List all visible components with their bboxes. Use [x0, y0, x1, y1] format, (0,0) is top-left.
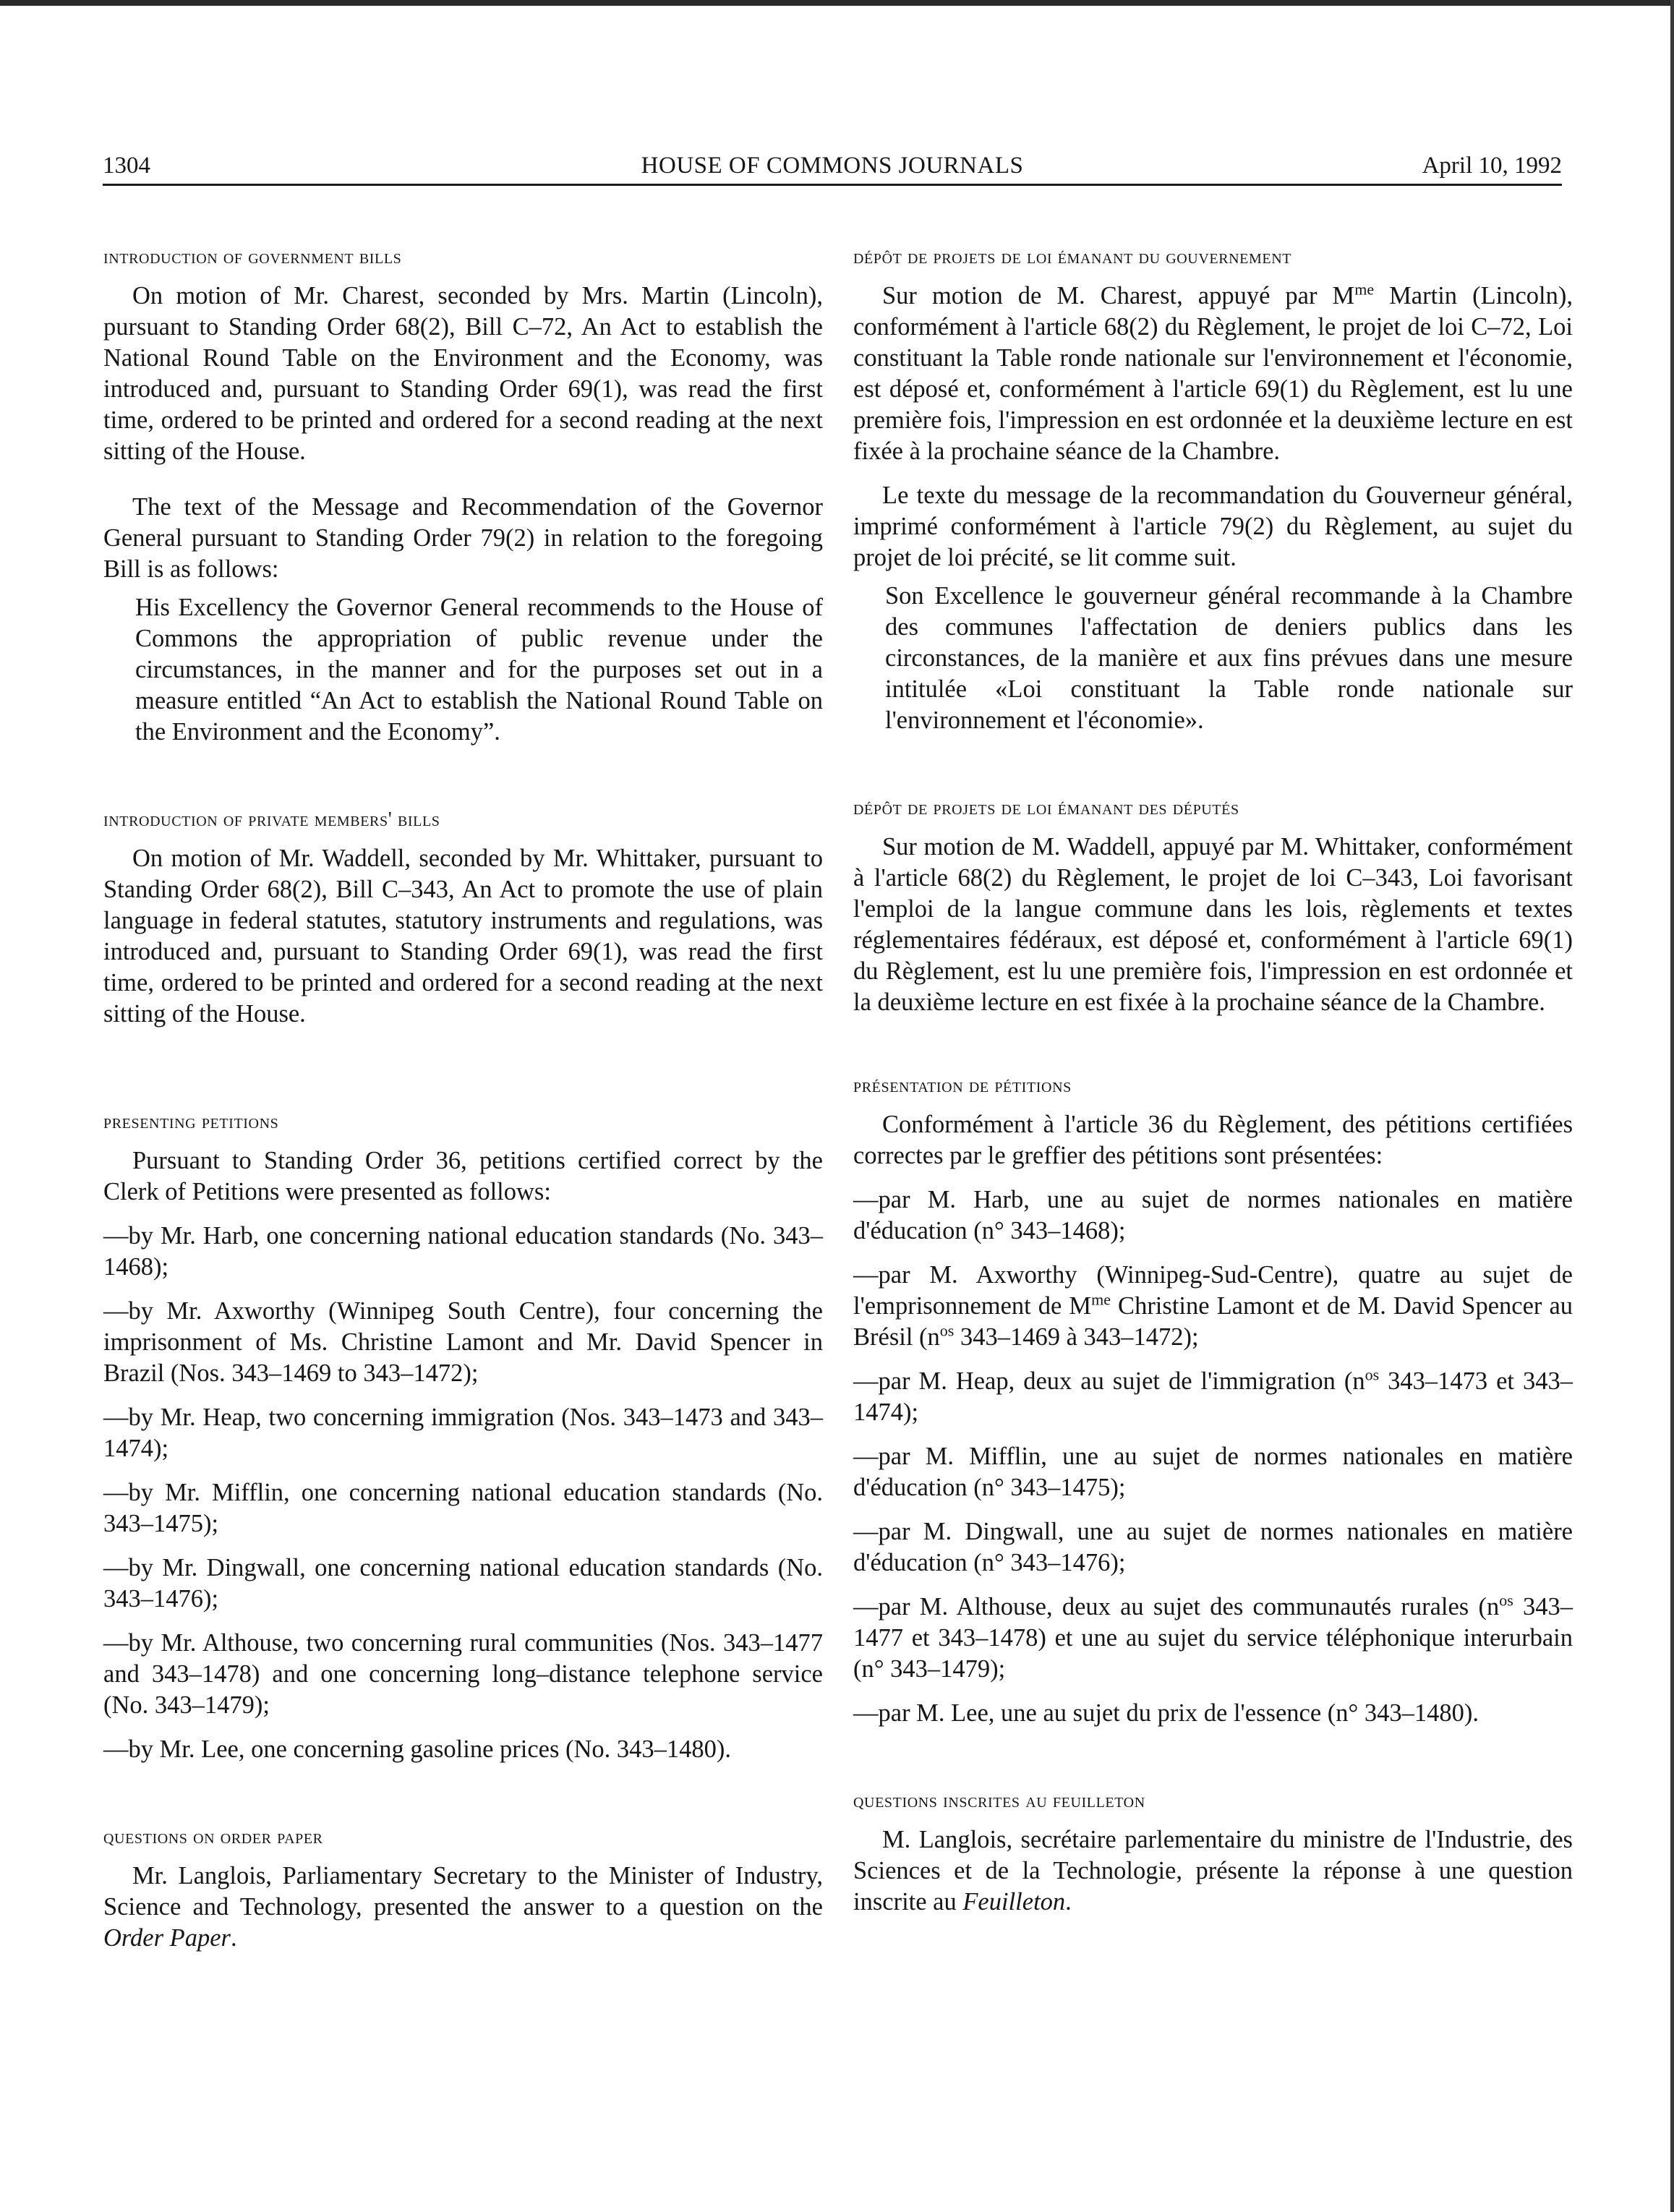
fr-recommendation-quote: Son Excellence le gouverneur général recommande à la Chambre des communes l'affectation de deniers publics dans les circonstances, de la manière et aux fins prévues dans une mesure intitulée «Loi constituant la Table ronde nationale sur l'environnement et l'économie».: [885, 582, 1573, 734]
fr-petition-item: —par M. Lee, une au sujet du prix de l'essence (n° 343–1480).: [853, 1699, 1479, 1727]
en-petition-item: —by Mr. Axworthy (Winnipeg South Centre), four concerning the imprisonment of Ms. Christine Lamont and Mr. David Spencer in Brazil (Nos. 343–1469 to 343–1472);: [103, 1297, 823, 1387]
fr-petition-item: —par M. Mifflin, une au sujet de normes nationales en matière d'éducation (n° 343–1475);: [853, 1443, 1573, 1501]
en-petition-item: —by Mr. Dingwall, one concerning national education standards (No. 343–1476);: [103, 1554, 823, 1613]
fr-petition-item: —par M. Althouse, deux au sujet des communautés rurales ($n^{os}$ 343–1477 et 343–1478) et une au sujet du service téléphonique interurbain (n° 343–1479);: [853, 1591, 1573, 1683]
fr-private-bills-motion: Sur motion de M. Waddell, appuyé par M. Whittaker, conformément à l'article 68(2) du Règlement, le projet de loi C–343, Loi favorisant l'emploi de la langue commune dans les lois, règlements et textes réglementaires fédéraux, est déposé et, conformément à l'article 69(1) du Règlement, est lu une première fois, l'impression en est ordonnée et la deuxième lecture en est fixée à la prochaine séance de la Chambre.: [853, 833, 1573, 1016]
en-petitions-intro: Pursuant to Standing Order 36, petitions certified correct by the Clerk of Petitions were presented as follows:: [103, 1147, 823, 1205]
fr-feuilleton-italic: Feuilleton: [962, 1888, 1066, 1916]
en-petition-item: —by Mr. Lee, one concerning gasoline prices (No. 343–1480).: [103, 1735, 732, 1763]
fr-gov-bills-section: [853, 246, 1573, 736]
fr-private-bills-section: [853, 797, 1573, 1018]
fr-petition-item: —par M. Heap, deux au sujet de l'immigration ($n^{os}$ 343–1473 et 343–1474);: [853, 1365, 1573, 1426]
en-petitions-section: [103, 1111, 823, 1765]
fr-petitions-heading: présentation de pétitions: [853, 1075, 1072, 1097]
en-message-intro: The text of the Message and Recommendation of the Governor General pursuant to Standing Order 79(2) in relation to the foregoing Bill is as follows:: [103, 493, 823, 583]
journal-title: HOUSE OF COMMONS JOURNALS: [641, 153, 1024, 179]
en-petitions-heading: presenting petitions: [103, 1111, 279, 1133]
en-gov-bills-heading: introduction of government bills: [103, 246, 402, 268]
en-petition-item: —by Mr. Althouse, two concerning rural communities (Nos. 343–1477 and 343–1478) and one concerning long–distance telephone service (No. 343–1479);: [103, 1629, 823, 1719]
fr-questions-section: [853, 1790, 1573, 1918]
header-date: April 10, 1992: [1422, 153, 1562, 179]
fr-petition-item: —par M. Harb, une au sujet de normes nationales en matière d'éducation (n° 343–1468);: [853, 1186, 1573, 1244]
english-column: [103, 246, 823, 1954]
french-column: [853, 246, 1573, 1918]
fr-private-bills-heading: dépôt de projets de loi émanant des députés: [853, 797, 1239, 819]
en-questions-heading: questions on order paper: [103, 1826, 323, 1848]
fr-petition-item: —par M. Dingwall, une au sujet de normes nationales en matière d'éducation (n° 343–1476);: [853, 1518, 1573, 1576]
en-private-bills-motion: On motion of Mr. Waddell, seconded by Mr. Whittaker, pursuant to Standing Order 68(2), Bill C–343, An Act to promote the use of plain language in federal statutes, statutory instruments and regulations, was introduced and, pursuant to Standing Order 69(1), was read the first time, ordered to be printed and ordered for a second reading at the next sitting of the House.: [103, 845, 823, 1028]
en-questions-section: [103, 1826, 823, 1954]
fr-questions-heading: questions inscrites au feuilleton: [853, 1790, 1145, 1812]
fr-petitions-section: [853, 1075, 1573, 1729]
en-gov-bills-motion: On motion of Mr. Charest, seconded by Mrs. Martin (Lincoln), pursuant to Standing Order 68(2), Bill C–72, An Act to establish the National Round Table on the Environment and the Economy, was introduced and, pursuant to Standing Order 69(1), was read the first time, ordered to be printed and ordered for a second reading at the next sitting of the House.: [103, 282, 823, 465]
fr-message-intro: Le texte du message de la recommandation du Gouverneur général, imprimé conformément à l'article 79(2) du Règlement, au sujet du projet de loi précité, se lit comme suit.: [853, 482, 1573, 571]
en-petition-item: —by Mr. Harb, one concerning national education standards (No. 343–1468);: [103, 1222, 823, 1281]
en-recommendation-quote: His Excellency the Governor General recommends to the House of Commons the appropriation of public revenue under the circumstances, in the manner and for the purposes set out in a measure entitled “An Act to establish the National Round Table on the Environment and the Economy”.: [135, 594, 823, 746]
en-order-paper-italic: Order Paper: [103, 1924, 231, 1952]
running-header: [103, 146, 1562, 186]
scan-edge-right: [1670, 0, 1674, 2212]
fr-petitions-intro: Conformément à l'article 36 du Règlement, des pétitions certifiées correctes par le greffier des pétitions sont présentées:: [853, 1111, 1573, 1169]
en-private-bills-heading: introduction of private members' bills: [103, 808, 440, 831]
en-petition-item: —by Mr. Mifflin, one concerning national education standards (No. 343–1475);: [103, 1479, 823, 1537]
page-number: 1304: [103, 153, 150, 179]
en-questions-text: Mr. Langlois, Parliamentary Secretary to the Minister of Industry, Science and Technology, presented the answer to a question on the Order Paper.: [103, 1862, 823, 1952]
fr-gov-bills-motion: Sur motion de M. Charest, appuyé par $M^{me}$ Martin (Lincoln), conformément à l'article 68(2) du Règlement, le projet de loi C–72, Loi constituant la Table ronde nationale sur l'environnement et l'économie, est déposé et, conformément à l'article 69(1) du Règlement, est lu une première fois, l'impression en est ordonnée et la deuxième lecture en est fixée à la prochaine séance de la Chambre.: [853, 280, 1573, 465]
en-petition-item: —by Mr. Heap, two concerning immigration (Nos. 343–1473 and 343–1474);: [103, 1404, 823, 1462]
scan-edge-top: [0, 0, 1674, 6]
en-private-bills-section: [103, 808, 823, 1030]
fr-questions-text: M. Langlois, secrétaire parlementaire du ministre de l'Industrie, des Sciences et de la Technologie, présente la réponse à une question inscrite au Feuilleton.: [853, 1826, 1573, 1916]
en-gov-bills-section: [103, 246, 823, 748]
fr-gov-bills-heading: dépôt de projets de loi émanant du gouvernement: [853, 246, 1292, 268]
fr-petition-item: —par M. Axworthy (Winnipeg-Sud-Centre), quatre au sujet de l'emprisonnement de $M^{me}$ Christine Lamont et de M. David Spencer au Brésil ($n^{os}$ 343–1469 à 343–1472);: [853, 1261, 1573, 1351]
